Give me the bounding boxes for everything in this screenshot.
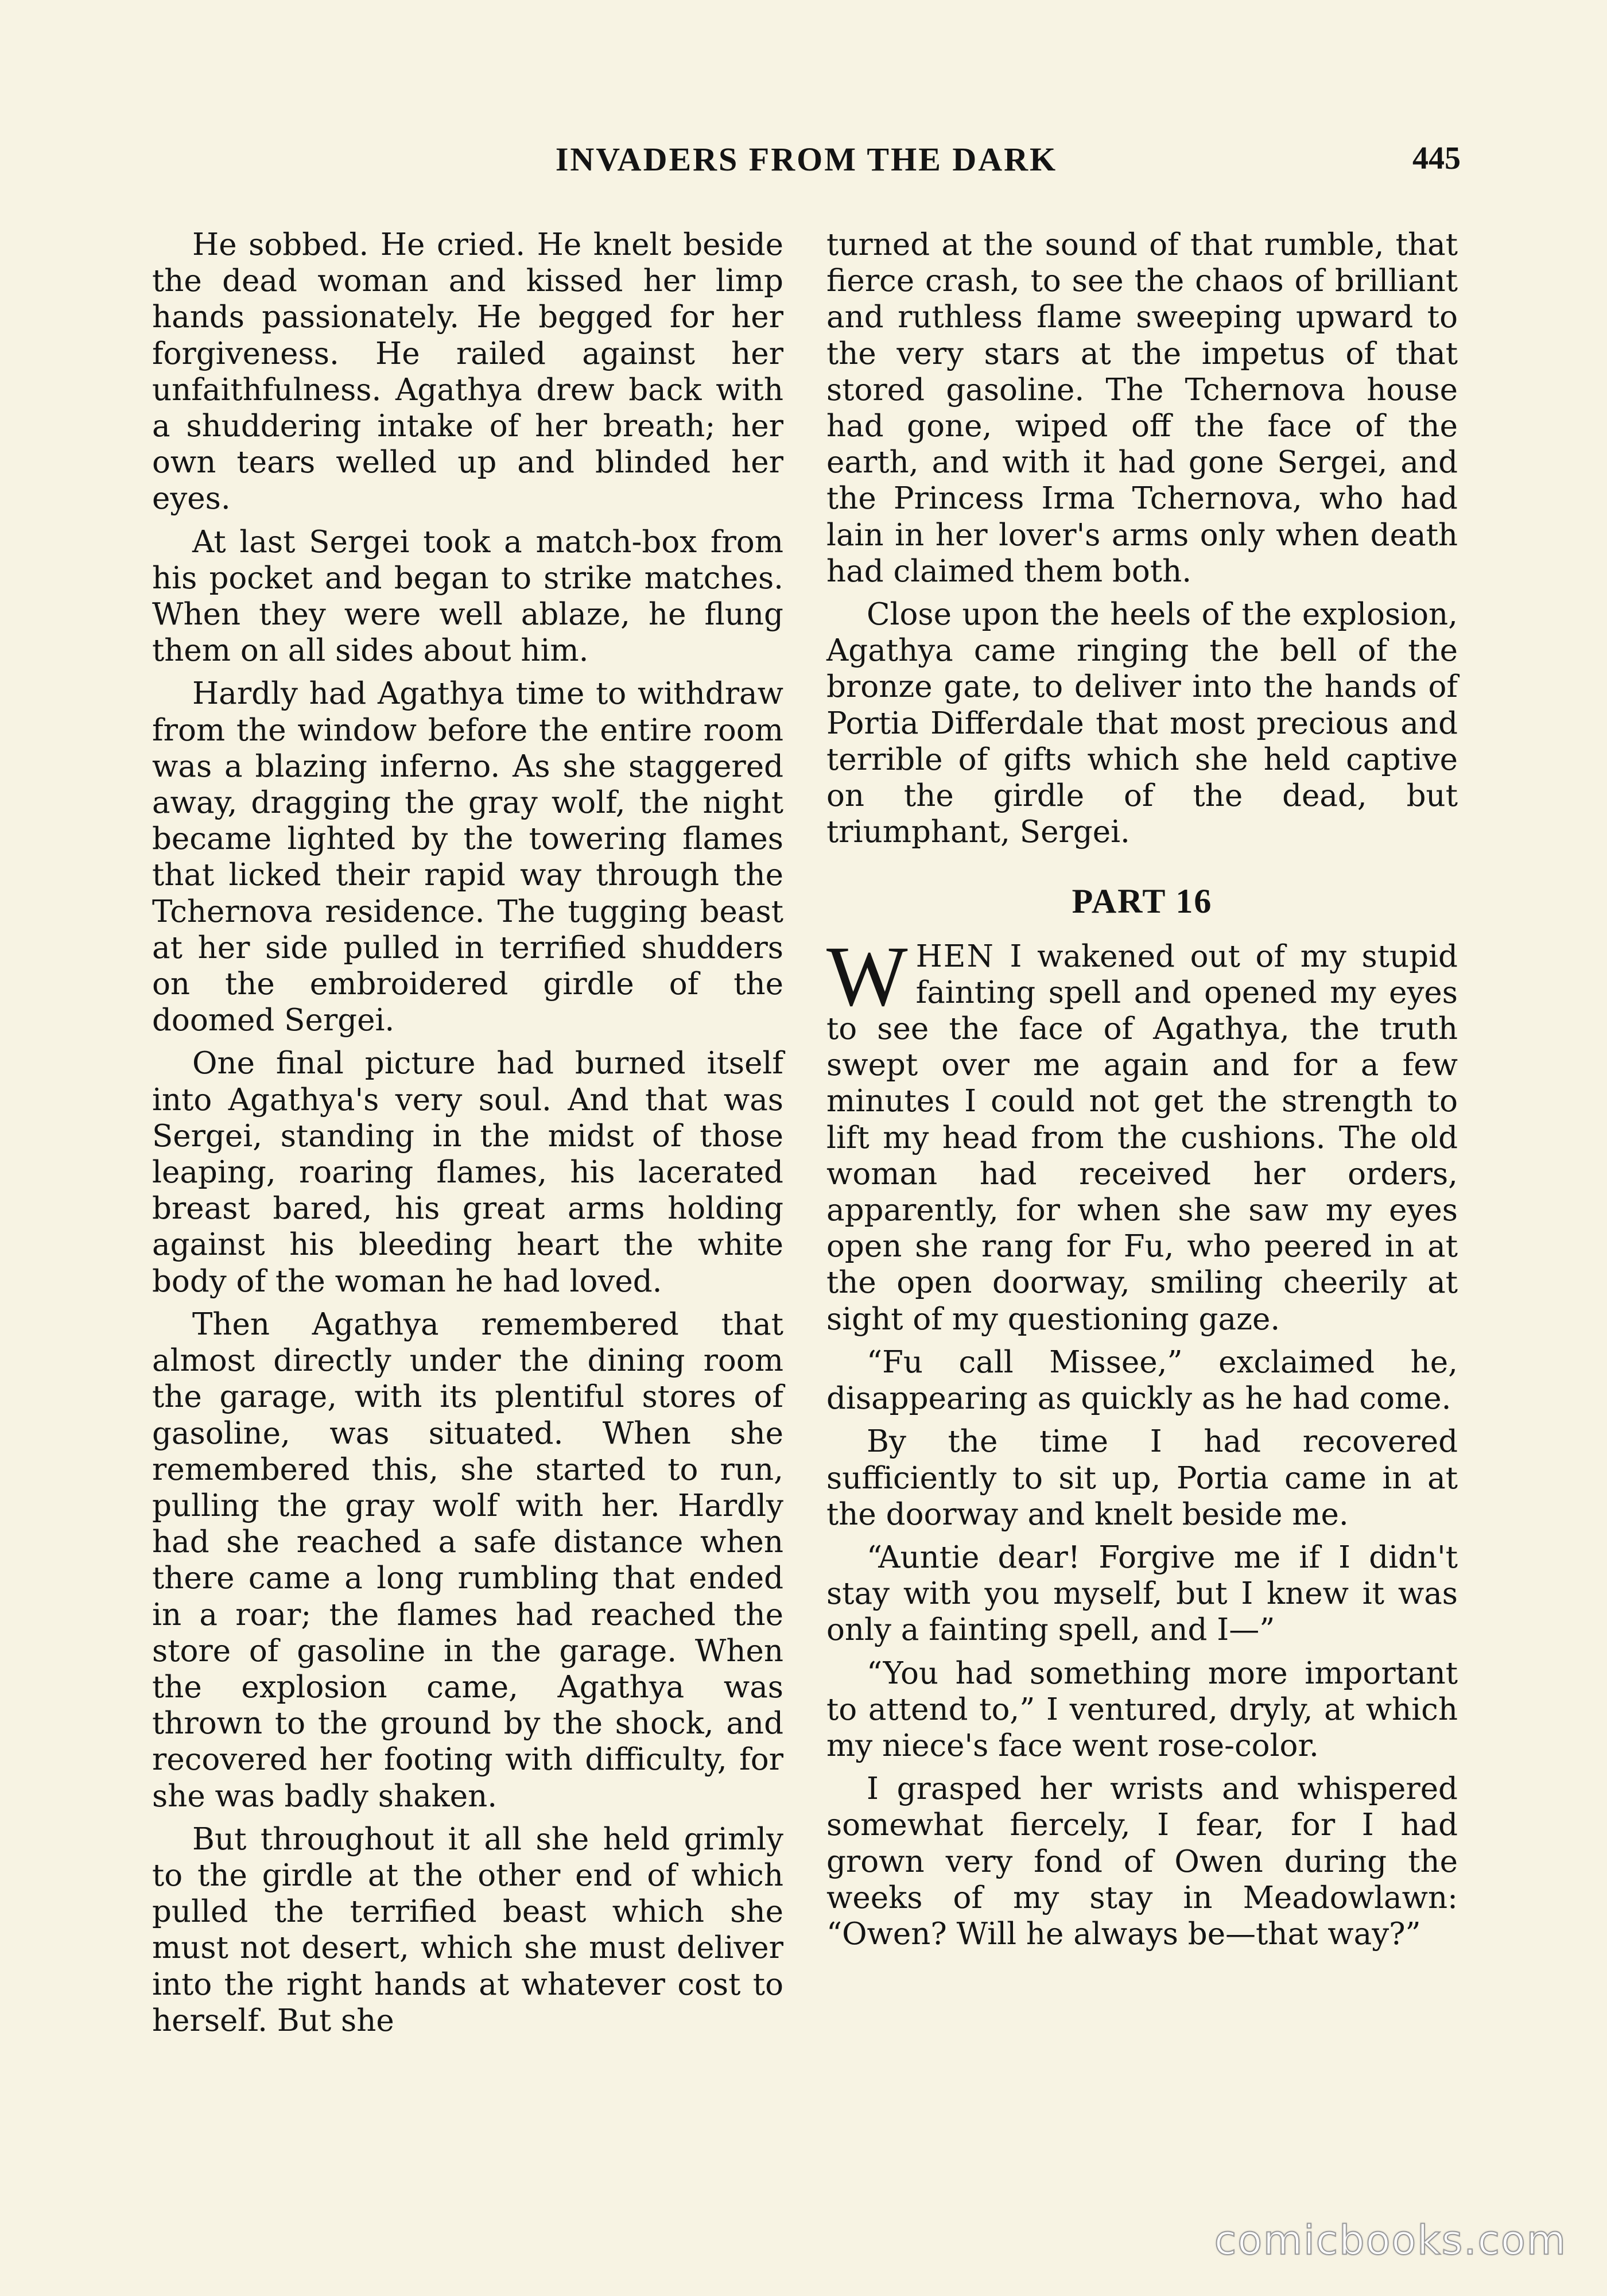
opening-small-caps: HEN [915, 938, 995, 974]
paragraph: “You had something more important to attend to,” I ventured, dryly, at which my niece's face went rose-color. [826, 1655, 1458, 1763]
paragraph: By the time I had recovered sufficiently to sit up, Portia came in at the doorway and knelt beside me. [826, 1424, 1458, 1532]
paragraph: Hardly had Agathya time to withdraw from the window before the entire room was a blazing inferno. As she staggered away, dragging the gray wolf, the night became lighted by the towering flames that licked their rapid way through the Tchernova residence. The tugging beast at her side pulled in terrified shudders on the embroidered girdle of the doomed Sergei. [152, 676, 783, 1038]
running-head-title: INVADERS FROM THE DARK [555, 141, 1058, 178]
watermark: comicbooks.com [1214, 2217, 1567, 2264]
paragraph: He sobbed. He cried. He knelt beside the dead woman and kissed her limp hands passionately. He begged for her forgiveness. He railed against her unfaithfulness. Agathya drew back with a shuddering intake of her breath; her own tears welled up and blinded her eyes. [152, 227, 783, 517]
continued-paragraph: turned at the sound of that rumble, that fierce crash, to see the chaos of brilliant and ruthless flame sweeping upward to the very stars at the impetus of that stored gasoline. The Tchernova house had gone, wiped off the face of the earth, and with it had gone Sergei, and the Princess Irma Tchernova, who had lain in her lover's arms only when death had claimed them both. [826, 227, 1458, 589]
paragraph: At last Sergei took a match-box from his pocket and began to strike matches. When they were well ablaze, he flung them on all sides about him. [152, 524, 783, 669]
opening-paragraph [826, 928, 1458, 1337]
paragraph: I grasped her wrists and whispered somewhat fiercely, I fear, for I had grown very fond of Owen during the weeks of my stay in Meadowlawn: “Owen? Will he always be—that way?” [826, 1771, 1458, 1952]
paragraph: “Fu call Missee,” exclaimed he, disappearing as quickly as he had come. [826, 1344, 1458, 1417]
drop-cap: W [826, 928, 908, 1024]
paragraph: Then Agathya remembered that almost directly under the dining room the garage, with its plentiful stores of gasoline, was situated. When she remembered this, she started to run, pulling the gray wolf with her. Hardly had she reached a safe distance when there came a long rumbling that ended in a roar; the flames had reached the store of gasoline in the garage. When the explosion came, Agathya was thrown to the ground by the shock, and recovered her footing with difficulty, for she was badly shaken. [152, 1306, 783, 1814]
running-head [152, 140, 1461, 186]
left-column [152, 227, 783, 2046]
paragraph: Close upon the heels of the explosion, Agathya came ringing the bell of the bronze gate, to deliver into the hands of Portia Differdale that most precious and terrible of gifts which she held captive on the girdle of the dead, but triumphant, Sergei. [826, 597, 1458, 850]
paragraph: But throughout it all she held grimly to the girdle at the other end of which pulled the terrified beast which she must not desert, which she must deliver into the right hands at whatever cost to herself. But she [152, 1821, 783, 2038]
right-column [826, 227, 1458, 1959]
paragraph: One final picture had burned itself into Agathya's very soul. And that was Sergei, standing in the midst of those leaping, roaring flames, his lacerated breast bared, his great arms holding against his bleeding heart the white body of the woman he had loved. [152, 1046, 783, 1299]
paragraph: “Auntie dear! Forgive me if I didn't stay with you myself, but I knew it was only a fainting spell, and I—” [826, 1539, 1458, 1648]
part-heading: PART 16 [1072, 882, 1213, 921]
opening-text: I wakened out of my stupid fainting spell and opened my eyes to see the face of Agathya, the truth swept over me again and for a few minutes I could not get the strength to lift my head from the cushions. The old woman had received her orders, apparently, for when she saw my eyes open she rang for Fu, who peered in at the open doorway, smiling cheerily at sight of my questioning gaze. [826, 938, 1458, 1337]
page-number: 445 [1412, 141, 1461, 176]
